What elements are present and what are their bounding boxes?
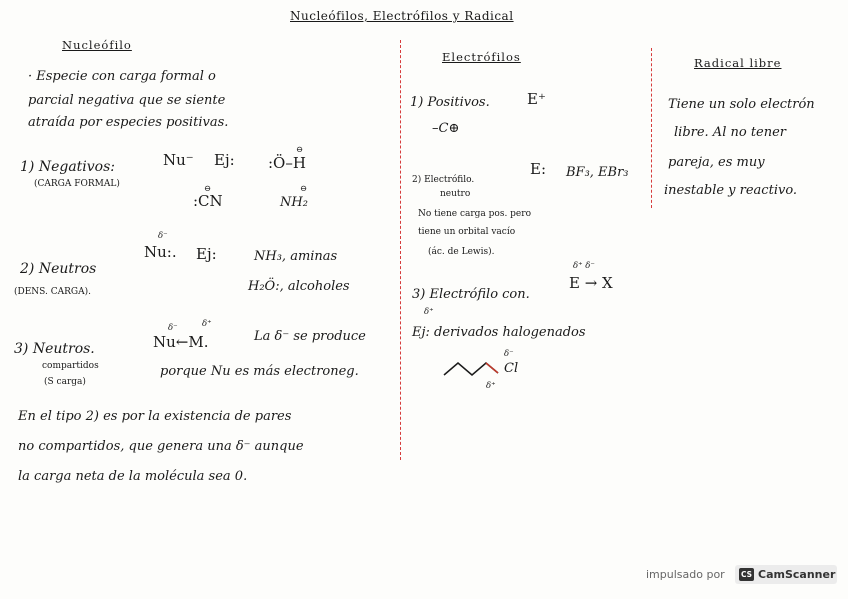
shared-label: 3) Neutros. — [14, 341, 95, 357]
partial-ej: Ej: derivados halogenados — [412, 325, 586, 340]
nucleofilo-def-line2: parcial negativa que se siente — [28, 93, 226, 108]
camscanner-logo-icon: CS — [740, 570, 753, 579]
camscanner-brand: CamScanner — [758, 568, 836, 581]
neg-ex3-charge: ⊖ — [300, 184, 308, 194]
neutral-electro-label2: neutro — [440, 189, 471, 199]
neutral-ex1: NH₃, aminas — [254, 249, 338, 264]
page-title: Nucleófilos, Electrófilos y Radical — [290, 9, 514, 23]
neutral-label: 2) Neutros — [20, 261, 97, 277]
shared-text2: porque Nu es más electroneg. — [160, 364, 359, 379]
column-divider-right — [651, 48, 652, 208]
shared-sub2: (S carga) — [44, 377, 86, 387]
neg-sub: (CARGA FORMAL) — [34, 179, 120, 189]
shared-text1: La δ⁻ se produce — [254, 329, 366, 344]
electrofilo-heading: Electrófilos — [442, 50, 521, 64]
pos-ex: –C⊕ — [432, 121, 460, 136]
neg-ej: Ej: — [214, 151, 235, 169]
neg-ex1: :Ö–H — [268, 154, 306, 172]
neutral-electro-desc1: No tiene carga pos. pero — [418, 209, 531, 219]
shared-delta-plus: δ⁺ — [202, 319, 212, 329]
radical-heading: Radical libre — [694, 56, 782, 70]
nucleofilo-def-line1: · Especie con carga formal o — [28, 69, 216, 84]
column-divider-left — [400, 40, 401, 460]
molecule-delta-minus: δ⁻ — [504, 349, 514, 359]
note-line3: la carga neta de la molécula sea 0. — [18, 469, 248, 484]
neg-ex2-charge: ⊖ — [204, 184, 212, 194]
neutral-ex2: H₂Ö:, alcoholes — [248, 279, 350, 294]
partial-deltas: δ⁺ δ⁻ — [573, 261, 595, 271]
radical-line4: inestable y reactivo. — [664, 183, 798, 198]
pos-formula: E⁺ — [527, 90, 546, 108]
neutral-ej: Ej: — [196, 245, 217, 263]
partial-label: 3) Electrófilo con. — [412, 287, 530, 302]
neutral-delta: δ⁻ — [158, 231, 168, 241]
neg-ex2: :CN — [193, 192, 223, 210]
neutral-electro-examples: BF₃, EBr₃ — [566, 165, 629, 180]
note-line1: En el tipo 2) es por la existencia de pares — [18, 409, 292, 424]
note-line2: no compartidos, que genera una δ⁻ aunque — [18, 439, 304, 454]
neutral-electro-label: 2) Electrófilo. — [412, 175, 475, 185]
nucleofilo-heading: Nucleófilo — [62, 38, 132, 52]
pos-label: 1) Positivos. — [410, 95, 490, 110]
shared-sub1: compartidos — [42, 361, 99, 371]
neg-ex1-charge: ⊖ — [296, 145, 304, 155]
neg-formula: Nu⁻ — [163, 151, 194, 169]
shared-formula: Nu←M. — [153, 333, 209, 351]
shared-delta-minus: δ⁻ — [168, 323, 178, 333]
neutral-sub: (DENS. CARGA). — [14, 287, 91, 297]
radical-line1: Tiene un solo electrón — [668, 97, 815, 112]
neutral-formula: Nu:. — [144, 243, 177, 261]
neutral-electro-formula: E: — [530, 160, 547, 178]
nucleofilo-def-line3: atraída por especies positivas. — [28, 115, 229, 130]
neutral-electro-desc2: tiene un orbital vacío — [418, 227, 516, 237]
powered-by-text: impulsado por — [646, 568, 725, 581]
radical-line2: libre. Al no tener — [674, 125, 787, 140]
molecule-delta-plus: δ⁺ — [486, 381, 496, 391]
neg-label: 1) Negativos: — [20, 159, 116, 175]
molecule-cl: Cl — [504, 361, 519, 376]
partial-delta-plus: δ⁺ — [424, 307, 434, 317]
neutral-electro-desc3: (ác. de Lewis). — [428, 247, 495, 257]
partial-formula: E → X — [569, 274, 613, 292]
radical-line3: pareja, es muy — [668, 155, 765, 170]
neg-ex3: NH₂ — [280, 195, 308, 210]
